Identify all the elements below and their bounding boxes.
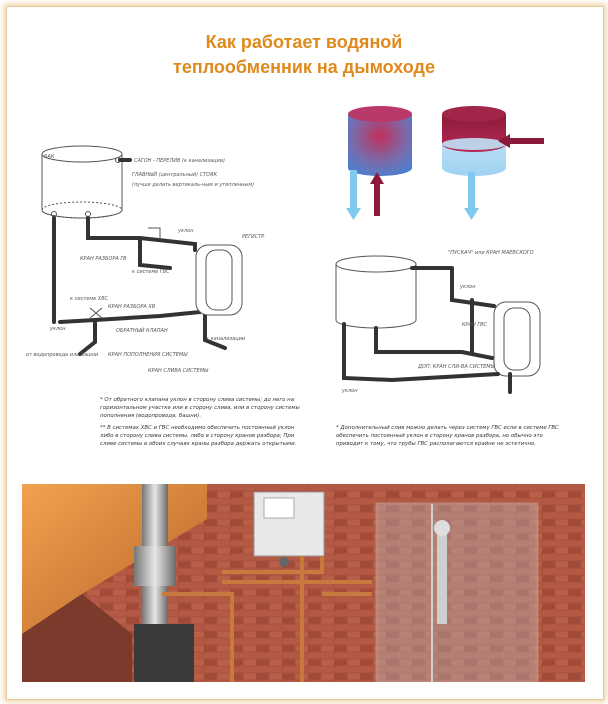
label-register: РЕГИСТР: [242, 234, 265, 240]
right-note-1: * Дополнительный слив можно делать через систему ГВС если в системе ГВС обеспечить постоянный уклон в сторону кранов разбора, но обычно это приводит к тому, что трубы ГВС располагаются крайне не эстетично.: [336, 425, 559, 447]
left-note-1: * От обратного клапана уклон в сторону слива системы; до него на горизонтальном участке или в сторону слива, или в сторону системы пополнения (водопровода, башни).: [100, 397, 300, 419]
right-schematic: [322, 240, 572, 400]
label-fill-tap: КРАН ПОПОЛНЕНИЯ СИСТЕМЫ: [108, 352, 188, 358]
label-slope-r: уклон: [460, 284, 476, 290]
title-line-1: Как работает водяной: [205, 32, 403, 52]
left-schematic: [20, 110, 310, 390]
register-box: [196, 245, 242, 315]
tank-mixing-illustration: [330, 96, 560, 226]
tank-layered-icon: [442, 106, 544, 220]
right-notes: [336, 424, 560, 452]
label-check-valve: ОБРАТНЫЙ КЛАПАН: [116, 328, 168, 334]
bathhouse-photo-drawing: [22, 484, 585, 682]
label-to-cold: к системе ХВС: [70, 296, 109, 302]
label-extra-drain: ДОП. КРАН СЛИ-ВА СИСТЕМЫ: [418, 364, 495, 370]
title-line-2: теплообменник на дымоходе: [173, 57, 435, 77]
label-vent: "ПУСКАЧ" или КРАН МАЕВСКОГО: [448, 250, 534, 256]
bathhouse-photo: [22, 484, 585, 682]
label-drain-system: КРАН СЛИВА СИСТЕМЫ: [148, 368, 209, 374]
left-tank: [42, 154, 122, 218]
label-riser-note: (лучше делать вертикаль-ным и утепленным): [132, 182, 255, 188]
tank-mixed-icon: [346, 106, 412, 220]
pipe-drain: [205, 315, 225, 348]
page-title: [0, 30, 608, 80]
label-main-riser: ГЛАВНЫЙ (центральный) СТОЯК: [132, 172, 218, 178]
label-slope-2: уклон: [50, 326, 66, 332]
label-to-hot: к системе ГВС: [132, 269, 170, 275]
label-drain-tap-cold: КРАН РАЗБОРА ХВ: [108, 304, 156, 310]
right-tank: [336, 264, 416, 328]
label-slope: уклон: [178, 228, 194, 234]
label-drain-tap-hot: КРАН РАЗБОРА ГВ: [80, 256, 127, 262]
label-overflow: САГОН - ПЕРЕЛИВ (к канализации): [134, 158, 225, 164]
label-bak: БАК: [44, 154, 55, 160]
label-to-sewer: к канализации: [206, 336, 246, 342]
right-register-box: [494, 302, 540, 376]
label-slope-r2: уклон: [342, 388, 358, 394]
left-notes: [100, 396, 300, 452]
label-water-supply: от водопровода или башни: [26, 352, 99, 358]
shower-cabin: [377, 504, 537, 682]
label-tap-hot: КРАН ГВС: [462, 322, 488, 328]
left-note-2: ** В системах ХВС и ГВС необходимо обеспечить постоянный уклон либо в сторону слива системы, либо в сторону кранов разбора; При сливе системы в обоих случаях краны разбора держать открытыми.: [100, 425, 297, 447]
